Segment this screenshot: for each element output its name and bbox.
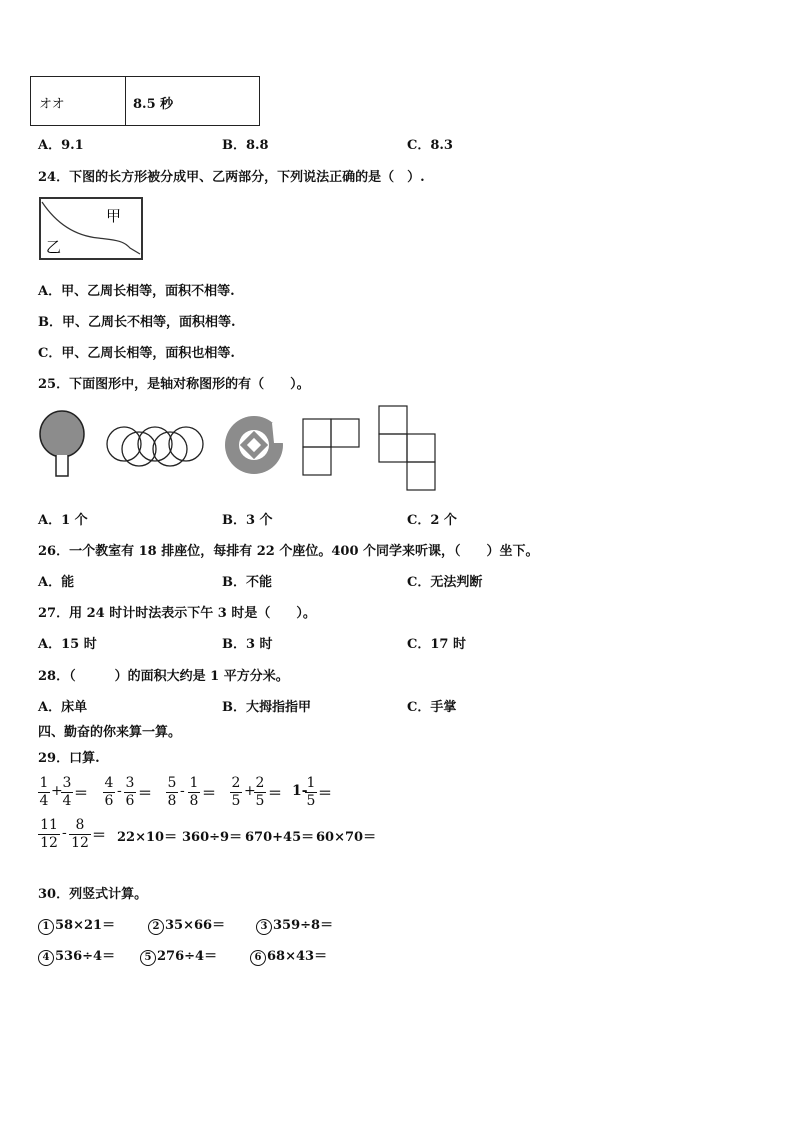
circled-number-5: 5 (140, 950, 156, 966)
q28-option-a: A．床单 (38, 700, 88, 715)
circled-number-1: 1 (38, 919, 54, 935)
fraction-6: 1 8 (189, 775, 199, 809)
q29-stem: 29．口算. (38, 751, 100, 766)
time-table (30, 76, 260, 126)
equals-sign: ＝ (74, 786, 88, 802)
q27-option-b: B．3 时 (222, 637, 273, 652)
plus-sign: + (51, 783, 63, 799)
oral-calc-4: 60×70＝ (316, 830, 377, 845)
minus-sign: - (117, 783, 122, 799)
q28-stem: 28．（ ）的面积大约是 1 平方分米。 (38, 669, 289, 684)
q24-option-c: C．甲、乙周长相等，面积也相等. (38, 346, 235, 361)
q25-option-a: A．1 个 (38, 513, 88, 528)
table-divider (125, 77, 126, 125)
l-shape-squares-image (302, 418, 362, 478)
fraction-8: 2 5 (255, 775, 265, 809)
equals-sign: ＝ (138, 786, 152, 802)
q25-stem: 25．下面图形中，是轴对称图形的有（ ）。 (38, 377, 310, 392)
oral-calc-1: 22×10＝ (117, 830, 178, 845)
fraction-4: 3 6 (125, 775, 135, 809)
q24-option-b: B．甲、乙周长不相等，面积相等. (38, 315, 236, 330)
circled-number-6: 6 (250, 950, 266, 966)
q26-option-c: C．无法判断 (407, 575, 483, 590)
one-minus: 1- (292, 783, 308, 799)
section-4-heading: 四、勤奋的你来算一算。 (38, 725, 182, 740)
vertical-calc-3: 3 359÷8＝ (256, 914, 333, 935)
fraction-10: 11 12 (38, 817, 60, 851)
q25-option-c: C．2 个 (407, 513, 457, 528)
step-squares-image (378, 405, 438, 491)
region-yi-label: 乙 (46, 238, 62, 256)
vertical-calc-1: 1 58×21＝ (38, 914, 115, 935)
q27-option-a: A．15 时 (38, 637, 97, 652)
equals-sign: ＝ (318, 786, 332, 802)
q23-option-c: C．8.3 (407, 138, 453, 153)
fraction-7: 2 5 (231, 775, 241, 809)
fraction-3: 4 6 (104, 775, 114, 809)
q26-stem: 26．一个教室有 18 排座位，每排有 22 个座位。400 个同学来听课，（ ）坐下。 (38, 544, 539, 559)
vertical-calc-4: 4 536÷4＝ (38, 945, 115, 966)
vertical-calc-6: 6 68×43＝ (250, 945, 327, 966)
circled-number-4: 4 (38, 950, 54, 966)
plus-sign: + (244, 783, 256, 799)
q25-option-b: B．3 个 (222, 513, 273, 528)
circled-number-2: 2 (148, 919, 164, 935)
fraction-9: 1 5 (306, 775, 316, 809)
q27-stem: 27．用 24 时计时法表示下午 3 时是（ ）。 (38, 606, 316, 621)
fraction-1: 1 4 (39, 775, 49, 809)
q26-option-b: B．不能 (222, 575, 272, 590)
table-name-cell: オオ (39, 97, 65, 112)
q24-stem: 24．下图的长方形被分成甲、乙两部分，下列说法正确的是（ ）. (38, 170, 425, 185)
equals-sign: ＝ (268, 786, 282, 802)
q23-option-b: B．8.8 (222, 138, 269, 153)
oral-calc-3: 670+45＝ (245, 830, 315, 845)
bank-logo-image (222, 413, 286, 477)
q30-stem: 30．列竖式计算。 (38, 887, 148, 902)
q24-option-a: A．甲、乙周长相等，面积不相等. (38, 284, 235, 299)
q26-option-a: A．能 (38, 575, 75, 590)
oral-calc-2: 360÷9＝ (182, 830, 243, 845)
minus-sign: - (180, 783, 185, 799)
fraction-5: 5 8 (167, 775, 177, 809)
q27-option-c: C．17 时 (407, 637, 466, 652)
circled-number-3: 3 (256, 919, 272, 935)
ping-pong-paddle-image (38, 410, 90, 480)
fraction-2: 3 4 (62, 775, 72, 809)
table-time-cell: 8.5 秒 (133, 97, 174, 112)
minus-sign: - (62, 825, 67, 841)
q23-option-a: A．9.1 (38, 138, 84, 153)
olympic-rings-image (104, 424, 208, 468)
vertical-calc-2: 2 35×66＝ (148, 914, 225, 935)
equals-sign: ＝ (92, 828, 106, 844)
equals-sign: ＝ (202, 786, 216, 802)
q28-option-c: C．手掌 (407, 700, 457, 715)
q24-rectangle-figure (38, 196, 144, 262)
vertical-calc-5: 5 276÷4＝ (140, 945, 217, 966)
q28-option-b: B．大拇指指甲 (222, 700, 311, 715)
region-jia-label: 甲 (106, 207, 122, 225)
fraction-11: 8 12 (69, 817, 91, 851)
